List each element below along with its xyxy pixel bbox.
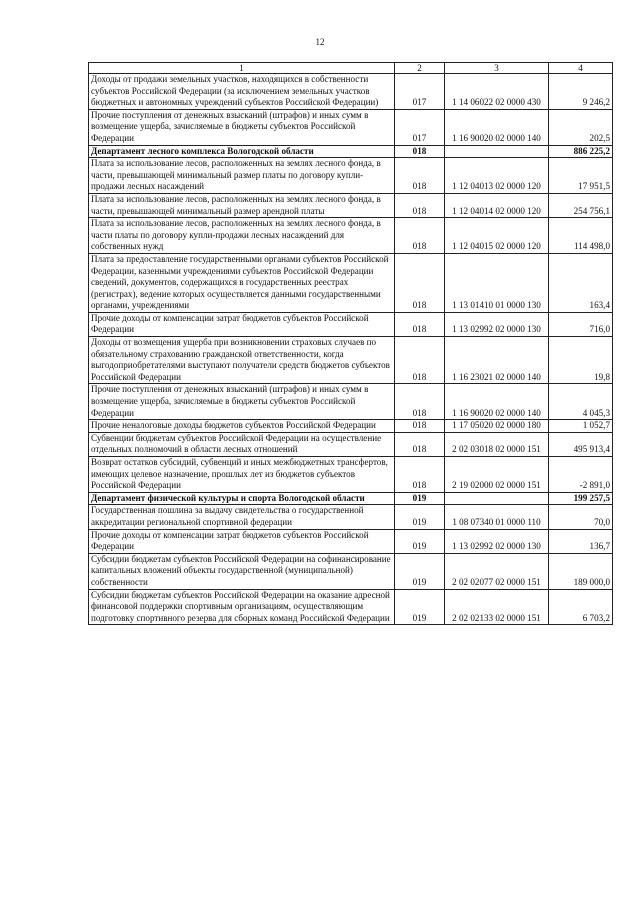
cell-revenue-code: 1 12 04015 02 0000 120 <box>445 218 549 254</box>
table-row <box>89 193 613 217</box>
cell-amount: 136,7 <box>549 529 613 553</box>
cell-admin-code: 018 <box>395 193 445 217</box>
page-number: 12 <box>315 37 325 47</box>
cell-name: Плата за использование лесов, расположенных на землях лесного фонда, в части, превышающей минимальный размер арендной платы <box>89 193 395 217</box>
table-row <box>89 312 613 336</box>
cell-revenue-code: 1 08 07340 01 0000 110 <box>445 505 549 529</box>
cell-amount: 716,0 <box>549 312 613 336</box>
table-row <box>89 109 613 145</box>
cell-revenue-code: 1 13 02992 02 0000 130 <box>445 312 549 336</box>
cell-amount: 17 951,5 <box>549 158 613 194</box>
cell-admin-code: 018 <box>395 384 445 420</box>
table-row <box>89 457 613 493</box>
cell-amount: 19,8 <box>549 337 613 384</box>
cell-admin-code: 019 <box>395 553 445 589</box>
cell-revenue-code: 2 02 02133 02 0000 151 <box>445 589 549 625</box>
cell-amount: 9 246,2 <box>549 74 613 110</box>
cell-name: Прочие доходы от компенсации затрат бюджетов субъектов Российской Федерации <box>89 529 395 553</box>
cell-revenue-code: 2 19 02000 02 0000 151 <box>445 457 549 493</box>
cell-admin-code: 019 <box>395 589 445 625</box>
cell-name: Прочие поступления от денежных взысканий (штрафов) и иных сумм в возмещение ущерба, зачисляемые в бюджеты субъектов Российской Федерации <box>89 384 395 420</box>
cell-revenue-code: 1 16 90020 02 0000 140 <box>445 109 549 145</box>
cell-revenue-code <box>445 145 549 158</box>
cell-amount: 189 000,0 <box>549 553 613 589</box>
cell-name: Прочие доходы от компенсации затрат бюджетов субъектов Российской Федерации <box>89 312 395 336</box>
cell-revenue-code: 1 16 23021 02 0000 140 <box>445 337 549 384</box>
cell-revenue-code: 2 02 03018 02 0000 151 <box>445 432 549 456</box>
cell-revenue-code: 1 12 04013 02 0000 120 <box>445 158 549 194</box>
cell-revenue-code: 1 16 90020 02 0000 140 <box>445 384 549 420</box>
table-row <box>89 420 613 433</box>
cell-name: Субвенции бюджетам субъектов Российской Федерации на осуществление отдельных полномочий в области лесных отношений <box>89 432 395 456</box>
cell-name: Плата за предоставление государственными органами субъектов Российской Федерации, казенными учреждениями субъектов Российской Федерации сведений, документов, содержащихся в государственных реестрах (регистрах), ведение которых осуществляется данными государственными органами, учреждениями <box>89 253 395 312</box>
revenue-table <box>88 62 613 625</box>
cell-revenue-code <box>445 492 549 505</box>
column-number-row <box>89 63 613 74</box>
cell-admin-code: 018 <box>395 158 445 194</box>
cell-admin-code: 018 <box>395 457 445 493</box>
table-row <box>89 384 613 420</box>
cell-name: Государственная пошлина за выдачу свидетельства о государственной аккредитации региональной спортивной федерации <box>89 505 395 529</box>
cell-amount: 114 498,0 <box>549 218 613 254</box>
table-row <box>89 253 613 312</box>
department-row <box>89 492 613 505</box>
cell-amount: 6 703,2 <box>549 589 613 625</box>
cell-admin-code: 018 <box>395 218 445 254</box>
cell-name: Прочие неналоговые доходы бюджетов субъектов Российской Федерации <box>89 420 395 433</box>
cell-amount: 886 225,2 <box>549 145 613 158</box>
cell-name: Прочие поступления от денежных взысканий (штрафов) и иных сумм в возмещение ущерба, зачисляемые в бюджеты субъектов Российской Федерации <box>89 109 395 145</box>
cell-amount: 199 257,5 <box>549 492 613 505</box>
table-row <box>89 432 613 456</box>
cell-amount: 495 913,4 <box>549 432 613 456</box>
column-header-amount: 4 <box>549 63 613 74</box>
cell-admin-code: 018 <box>395 337 445 384</box>
cell-amount: 4 045,3 <box>549 384 613 420</box>
cell-amount: 70,0 <box>549 505 613 529</box>
table-row <box>89 505 613 529</box>
cell-name: Департамент физической культуры и спорта Вологодской области <box>89 492 395 505</box>
cell-admin-code: 019 <box>395 505 445 529</box>
cell-revenue-code: 1 14 06022 02 0000 430 <box>445 74 549 110</box>
column-header-name: 1 <box>89 63 395 74</box>
table-row <box>89 218 613 254</box>
table-row <box>89 158 613 194</box>
cell-amount: -2 891,0 <box>549 457 613 493</box>
cell-amount: 1 052,7 <box>549 420 613 433</box>
column-header-admin: 2 <box>395 63 445 74</box>
cell-admin-code: 018 <box>395 312 445 336</box>
cell-amount: 202,5 <box>549 109 613 145</box>
cell-admin-code: 019 <box>395 492 445 505</box>
cell-name: Плата за использование лесов, расположенных на землях лесного фонда, в части, превышающей минимальный размер платы по договору купли-продажи лесных насаждений <box>89 158 395 194</box>
table-row <box>89 337 613 384</box>
cell-admin-code: 018 <box>395 145 445 158</box>
table-row <box>89 589 613 625</box>
cell-admin-code: 017 <box>395 109 445 145</box>
cell-revenue-code: 1 17 05020 02 0000 180 <box>445 420 549 433</box>
column-header-code: 3 <box>445 63 549 74</box>
cell-admin-code: 018 <box>395 420 445 433</box>
cell-name: Доходы от возмещения ущерба при возникновении страховых случаев по обязательному страхованию гражданской ответственности, когда выгодоприобретателями выступают получатели средств бюджетов субъектов Российской Федерации <box>89 337 395 384</box>
cell-name: Плата за использование лесов, расположенных на землях лесного фонда, в части платы по договору купли-продажи лесных насаждений для собственных нужд <box>89 218 395 254</box>
cell-admin-code: 017 <box>395 74 445 110</box>
cell-revenue-code: 2 02 02077 02 0000 151 <box>445 553 549 589</box>
cell-revenue-code: 1 13 02992 02 0000 130 <box>445 529 549 553</box>
cell-amount: 163,4 <box>549 253 613 312</box>
cell-admin-code: 019 <box>395 529 445 553</box>
table-row <box>89 529 613 553</box>
cell-name: Возврат остатков субсидий, субвенций и иных межбюджетных трансфертов, имеющих целевое назначение, прошлых лет из бюджетов субъектов Российской Федерации <box>89 457 395 493</box>
department-row <box>89 145 613 158</box>
cell-name: Субсидии бюджетам субъектов Российской Федерации на софинансирование капитальных вложений объекты государственной (муниципальной) собственности <box>89 553 395 589</box>
cell-amount: 254 756,1 <box>549 193 613 217</box>
table-row <box>89 74 613 110</box>
cell-revenue-code: 1 12 04014 02 0000 120 <box>445 193 549 217</box>
cell-name: Субсидии бюджетам субъектов Российской Федерации на оказание адресной финансовой поддержки спортивным организациям, осуществляющим подготовку спортивного резерва для сборных команд Российской Федерации <box>89 589 395 625</box>
cell-admin-code: 018 <box>395 253 445 312</box>
cell-revenue-code: 1 13 01410 01 0000 130 <box>445 253 549 312</box>
table-row <box>89 553 613 589</box>
cell-admin-code: 018 <box>395 432 445 456</box>
cell-name: Департамент лесного комплекса Вологодской области <box>89 145 395 158</box>
cell-name: Доходы от продажи земельных участков, находящихся в собственности субъектов Российской Федерации (за исключением земельных участков бюджетных и автономных учреждений субъектов Российской Федерации) <box>89 74 395 110</box>
